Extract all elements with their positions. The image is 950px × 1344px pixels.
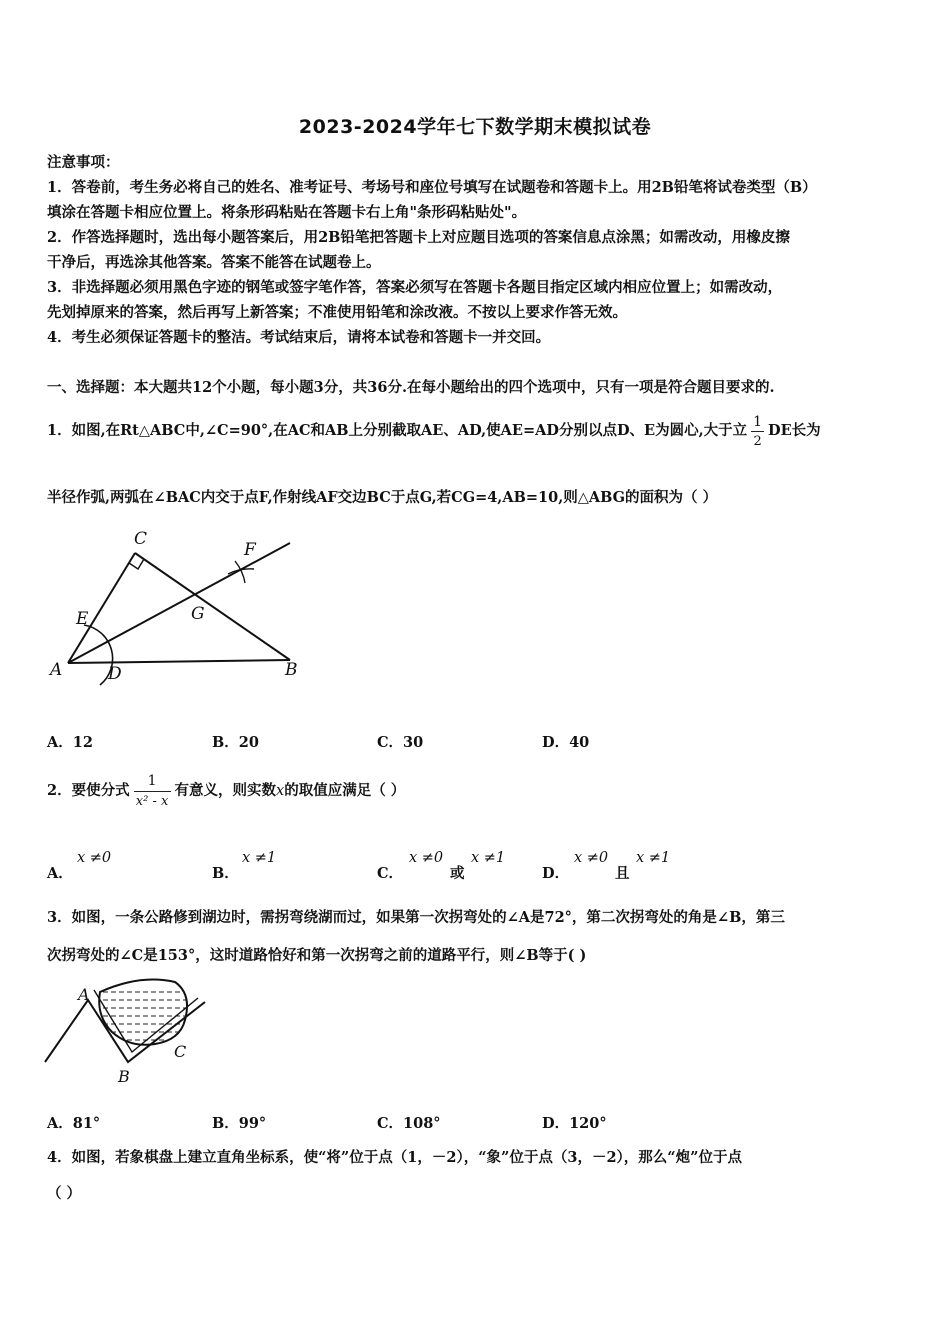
label-c: C: [174, 1042, 187, 1061]
q2-option-d-expr2: x ≠1: [636, 850, 671, 866]
q2-fraction: [134, 774, 171, 808]
ray-af: [68, 543, 290, 663]
q1-figure: [40, 525, 300, 695]
notice-line: 3．非选择题必须用黑色字迹的钢笔或签字笔作答，答案必须写在答题卡各题目指定区域内相应位置上；如需改动，: [47, 279, 783, 296]
q1-frac-num: 1: [753, 413, 763, 430]
q2-option-b[interactable]: [212, 850, 362, 884]
q2-frac-num: 1: [134, 774, 171, 792]
q2-text-part3: 的取值应满足（ ）: [284, 782, 406, 799]
q1-option-a[interactable]: A．12: [47, 734, 93, 751]
q1-text-part1: 1．如图,在Rt△ABC中,∠C=90°,在AC和AB上分别截取AE、AD,使AE=AD分别以点D、E为圆心,大于立: [47, 422, 748, 439]
question-4-line2: （ ）: [47, 1185, 82, 1202]
q2-option-c-expr2: x ≠1: [471, 850, 506, 866]
q2-option-c-expr1: x ≠0: [409, 850, 444, 866]
q2-option-a-letter: A．: [47, 865, 73, 882]
q3-option-c[interactable]: C．108°: [377, 1115, 441, 1132]
label-a: A: [50, 660, 63, 680]
question-2-text: [47, 767, 405, 815]
label-d: D: [108, 664, 122, 684]
label-e: E: [76, 609, 89, 629]
segment-cb: [135, 553, 290, 660]
notice-heading: 注意事项：: [47, 154, 120, 171]
lake-outline: [99, 980, 187, 1045]
question-3-line2: 次拐弯处的∠C是153°，这时道路恰好和第一次拐弯之前的道路平行，则∠B等于( ): [47, 947, 587, 964]
notice-line: 填涂在答题卡相应位置上。将条形码粘贴在答题卡右上角"条形码粘贴处"。: [47, 204, 527, 221]
q3-figure: [40, 972, 220, 1092]
notice-line: 1．答卷前，考生务必将自己的姓名、准考证号、考场号和座位号填写在试题卷和答题卡上。用2B铅笔将试卷类型（B）: [47, 179, 817, 196]
q3-option-d[interactable]: D．120°: [542, 1115, 607, 1132]
question-1-line2: 半径作弧,两弧在∠BAC内交于点F,作射线AF交边BC于点G,若CG=4,AB=10,则△ABG的面积为（ ）: [47, 489, 718, 506]
q2-option-b-expr: x ≠1: [242, 850, 277, 866]
q1-option-c[interactable]: C．30: [377, 734, 424, 751]
q2-option-d-join: 且: [615, 865, 630, 882]
label-b: B: [118, 1067, 130, 1086]
notice-line: 先划掉原来的答案，然后再写上新答案；不准使用铅笔和涂改液。不按以上要求作答无效。: [47, 304, 627, 321]
q3-option-a[interactable]: A．81°: [47, 1115, 101, 1132]
q1-fraction: [751, 415, 764, 448]
q2-option-a-expr: x ≠0: [77, 850, 112, 866]
label-b: B: [285, 660, 298, 680]
q2-option-d[interactable]: [542, 850, 702, 884]
q2-option-c-join: 或: [450, 865, 465, 882]
q2-option-d-expr1: x ≠0: [574, 850, 609, 866]
question-4-line1: 4．如图，若象棋盘上建立直角坐标系，使“将”位于点（1，－2），“象”位于点（3，－2），那么“炮”位于点: [47, 1149, 742, 1166]
q2-text-part2: 有意义，则实数: [174, 782, 277, 799]
q3-option-b[interactable]: B．99°: [212, 1115, 267, 1132]
segment-ab: [68, 660, 290, 663]
q2-option-b-letter: B．: [212, 865, 239, 882]
section-heading: 一、选择题：本大题共12个小题，每小题3分，共36分.在每小题给出的四个选项中，只有一项是符合题目要求的.: [47, 379, 775, 396]
q2-frac-den: x² - x: [135, 794, 169, 809]
q1-option-d[interactable]: D．40: [542, 734, 590, 751]
label-a: A: [78, 985, 90, 1004]
segment-ac: [68, 553, 135, 663]
notice-line: 4．考生必须保证答题卡的整洁。考试结束后，请将本试卷和答题卡一并交回。: [47, 329, 551, 346]
label-g: G: [191, 604, 205, 624]
page-title: 2023-2024学年七下数学期末模拟试卷: [298, 116, 652, 138]
label-c: C: [134, 529, 148, 549]
q2-option-d-letter: D．: [542, 865, 570, 882]
q2-option-c-letter: C．: [377, 865, 404, 882]
q1-option-b[interactable]: B．20: [212, 734, 259, 751]
q1-text-part2: DE长为: [768, 422, 821, 439]
notice-line: 干净后，再选涂其他答案。答案不能答在试题卷上。: [47, 254, 381, 271]
q1-frac-den: 2: [753, 433, 762, 449]
notice-line: 2．作答选择题时，选出每小题答案后，用2B铅笔把答题卡上对应题目选项的答案信息点涂黑；如需改动，用橡皮擦: [47, 229, 790, 246]
q2-variable: x: [276, 783, 285, 799]
q2-text-part1: 2．要使分式: [47, 782, 130, 799]
label-f: F: [244, 540, 256, 560]
q2-option-c[interactable]: [377, 850, 537, 884]
q2-option-a[interactable]: [47, 850, 197, 884]
question-3-line1: 3．如图，一条公路修到湖边时，需拐弯绕湖而过，如果第一次拐弯处的∠A是72°，第二次拐弯处的角是∠B，第三: [47, 909, 785, 926]
question-1-text: [47, 410, 821, 452]
